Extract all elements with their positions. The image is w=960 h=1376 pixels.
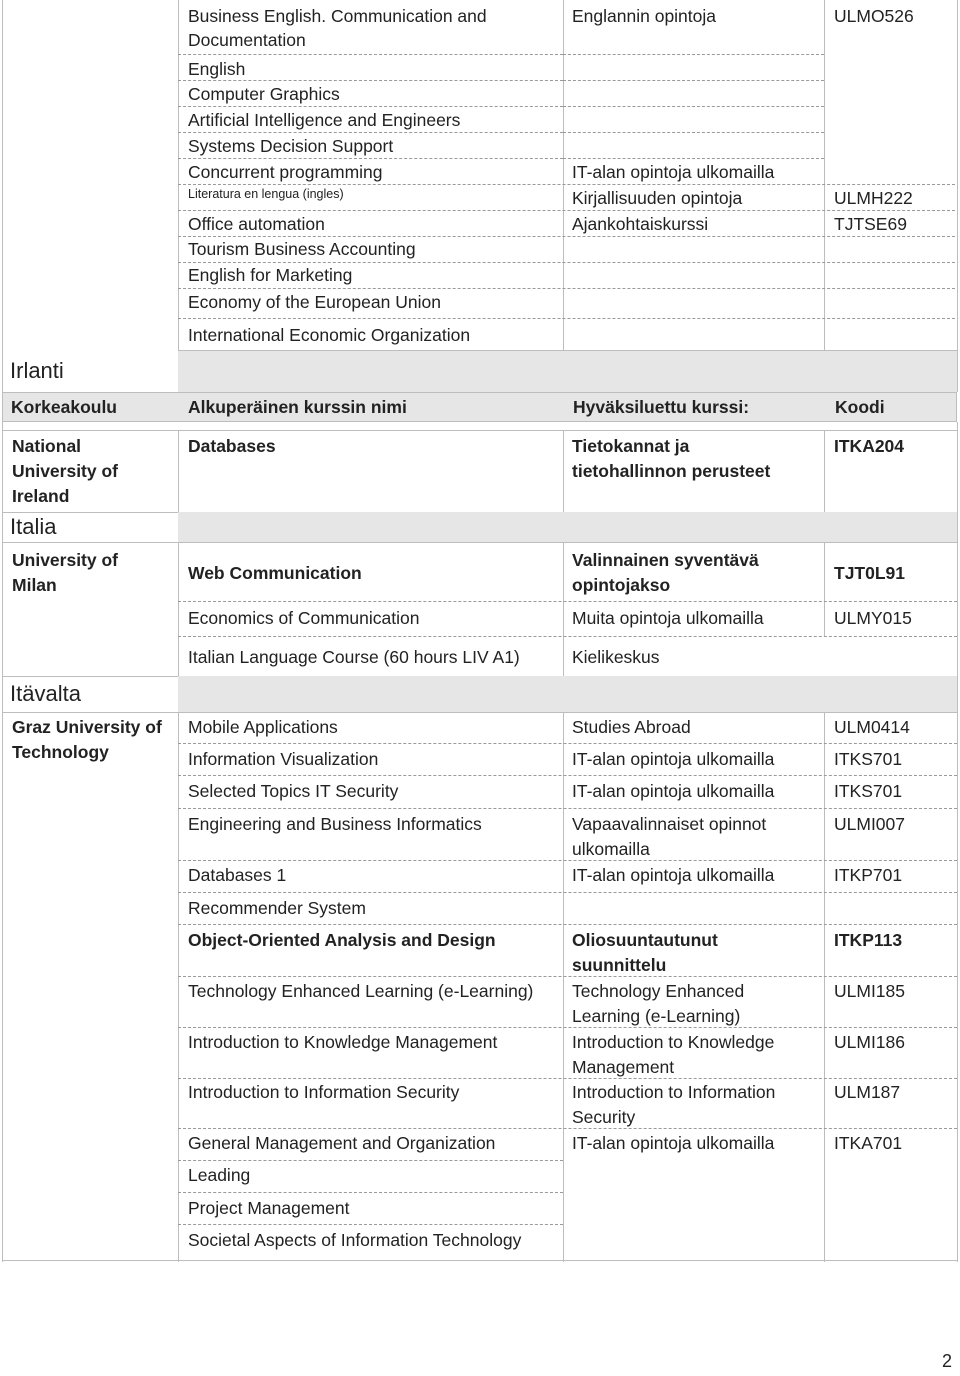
course-name: Economy of the European Union [188,292,441,312]
approved-course: Muita opintoja ulkomailla [572,608,764,628]
approved-course-l1: Introduction to Information [572,1082,776,1102]
course-code: ITKP113 [834,930,903,950]
course-name: Economics of Communication [188,608,420,628]
course-name: Recommender System [188,898,366,918]
university-ireland-l1: National [12,436,82,456]
approved-course-l2: Learning (e-Learning) [572,1006,741,1026]
country-irlanti: Irlanti [10,358,64,383]
course-name: Business English. Communication and [188,6,487,26]
course-name: Tourism Business Accounting [188,239,416,259]
course-name: Engineering and Business Informatics [188,814,482,834]
country-itavalta: Itävalta [10,681,81,706]
header-university: Korkeakoulu [11,397,117,417]
course-name: Computer Graphics [188,84,340,104]
course-code: ITKA204 [834,436,905,456]
approved-course-l2: Security [572,1107,636,1127]
approved-course: Kirjallisuuden opintoja [572,188,743,208]
course-name: International Economic Organization [188,325,471,345]
approved-course-l1: Valinnainen syventävä [572,550,759,570]
approved-course: Englannin opintoja [572,6,717,26]
course-name: English [188,59,246,79]
course-name: Selected Topics IT Security [188,781,399,801]
course-name: Technology Enhanced Learning (e-Learning) [188,981,534,1001]
course-name: Project Management [188,1198,350,1218]
course-name: Object-Oriented Analysis and Design [188,930,496,950]
header-approved-course: Hyväksiluettu kurssi: [573,397,750,417]
approved-course-l2: tietohallinnon perusteet [572,461,771,481]
university-ireland-l3: Ireland [12,486,70,506]
university-graz-l2: Technology [12,742,109,762]
course-name: Systems Decision Support [188,136,394,156]
course-name: Office automation [188,214,325,234]
course-code: ITKS701 [834,749,903,769]
course-code: ITKA701 [834,1133,903,1153]
approved-course: IT-alan opintoja ulkomailla [572,865,775,885]
course-code: ULMY015 [834,608,912,628]
course-name: General Management and Organization [188,1133,496,1153]
header-code: Koodi [835,397,885,417]
approved-course: IT-alan opintoja ulkomailla [572,162,775,182]
course-code: ULMO526 [834,6,914,26]
course-code: TJT0L91 [834,563,905,583]
course-name: Societal Aspects of Information Technology [188,1230,522,1250]
course-name: Literatura en lengua (ingles) [188,187,344,201]
course-name: Databases [188,436,276,456]
approved-course-l2: opintojakso [572,575,671,595]
approved-course-l1: Technology Enhanced [572,981,745,1001]
course-code: ULMH222 [834,188,913,208]
course-code: ULM0414 [834,717,910,737]
university-milan-l2: Milan [12,575,57,595]
course-name: Concurrent programming [188,162,383,182]
course-code: TJTSE69 [834,214,907,234]
approved-course-l2: suunnittelu [572,955,667,975]
approved-course: Ajankohtaiskurssi [572,214,709,234]
course-name: Introduction to Knowledge Management [188,1032,498,1052]
course-code: ULMI007 [834,814,906,834]
course-code: ITKS701 [834,781,903,801]
approved-course: Studies Abroad [572,717,691,737]
country-italia: Italia [10,514,57,539]
approved-course: IT-alan opintoja ulkomailla [572,1133,775,1153]
course-code: ULMI185 [834,981,906,1001]
approved-course: Kielikeskus [572,647,660,667]
course-name: English for Marketing [188,265,353,285]
approved-course-l1: Vapaavalinnaiset opinnot [572,814,767,834]
course-name: Information Visualization [188,749,379,769]
course-name: Leading [188,1165,251,1185]
approved-course: IT-alan opintoja ulkomailla [572,749,775,769]
course-name: Mobile Applications [188,717,338,737]
university-ireland-l2: University of [12,461,118,481]
approved-course: IT-alan opintoja ulkomailla [572,781,775,801]
approved-course-l2: ulkomailla [572,839,650,859]
table-header [2,392,957,422]
header-original-course: Alkuperäinen kurssin nimi [188,397,407,417]
approved-course-l2: Management [572,1057,675,1077]
approved-course-l1: Oliosuuntautunut [572,930,718,950]
course-code: ULM187 [834,1082,901,1102]
course-name-cont: Documentation [188,30,306,50]
approved-course-l1: Introduction to Knowledge [572,1032,775,1052]
course-code: ULMI186 [834,1032,906,1052]
university-graz-l1: Graz University of [12,717,162,737]
course-name: Artificial Intelligence and Engineers [188,110,461,130]
page-number: 2 [941,1351,952,1371]
course-name: Italian Language Course (60 hours LIV A1) [188,647,520,667]
course-name: Introduction to Information Security [188,1082,460,1102]
course-name: Web Communication [188,563,362,583]
approved-course-l1: Tietokannat ja [572,436,690,456]
course-code: ITKP701 [834,865,903,885]
course-name: Databases 1 [188,865,287,885]
university-milan-l1: University of [12,550,118,570]
